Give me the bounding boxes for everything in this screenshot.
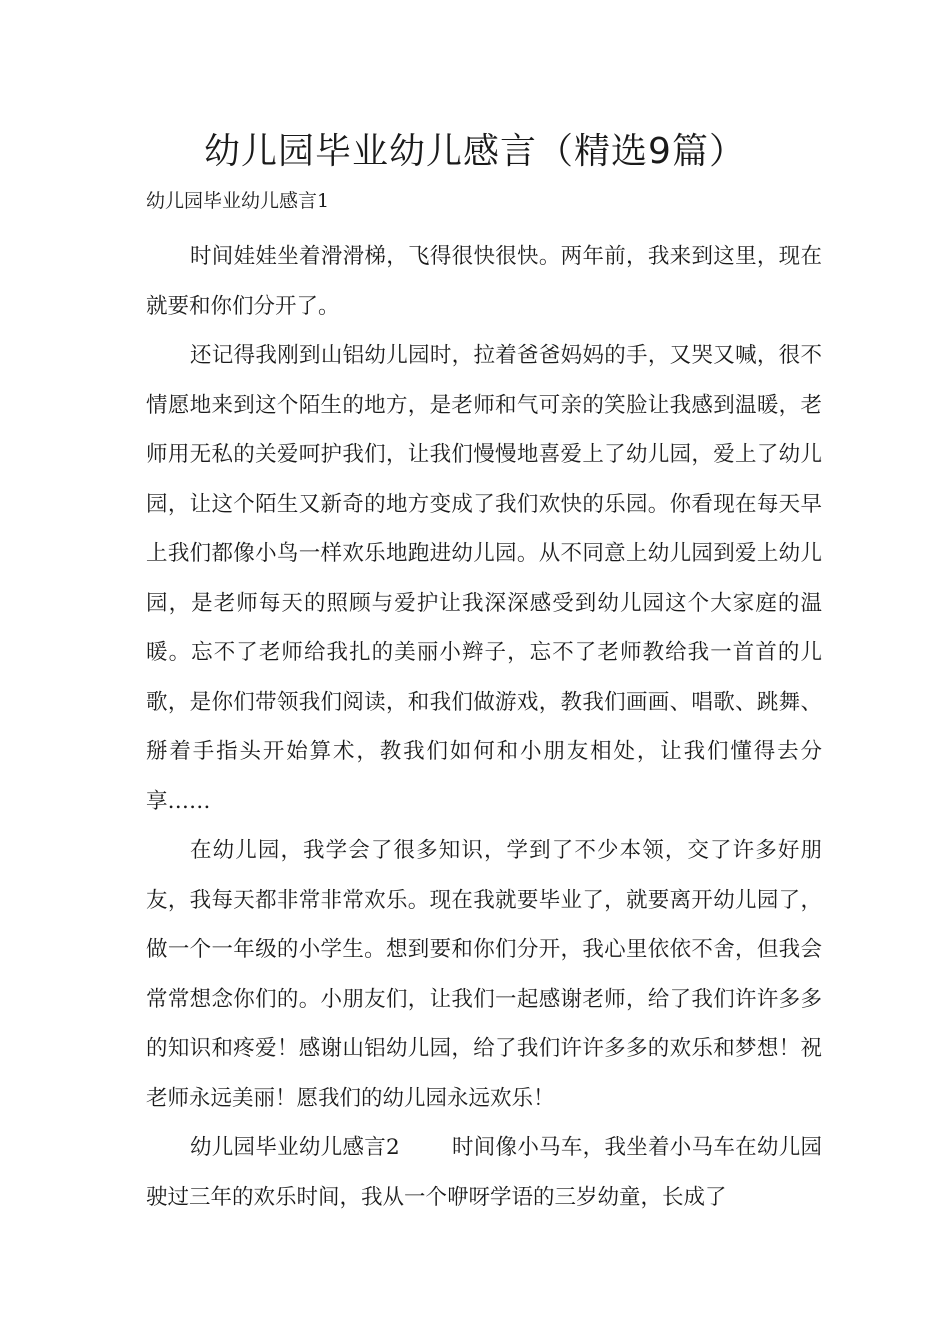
document-title: 幼儿园毕业幼儿感言（精选9篇） [204,131,746,172]
paragraph: 还记得我刚到山铝幼儿园时，拉着爸爸妈妈的手，又哭又喊，很不情愿地来到这个陌生的地方，是老师和气可亲的笑脸让我感到温暖，老师用无私的关爱呵护我们，让我们慢慢地喜爱上了幼儿园，爱上了幼儿园，让这个陌生又新奇的地方变成了我们欢快的乐园。你看现在每天早上我们都像小鸟一样欢乐地跑进幼儿园。从不同意上幼儿园到爱上幼儿园，是老师每天的照顾与爱护让我深深感受到幼儿园这个大家庭的温暖。忘不了老师给我扎的美丽小辫子，忘不了老师教给我一首首的儿歌，是你们带领我们阅读，和我们做游戏，教我们画画、唱歌、跳舞、掰着手指头开始算术，教我们如何和小朋友相处，让我们懂得去分享…… [146,343,822,814]
paragraph [146,1123,822,1222]
document-body [146,232,822,1222]
section2-heading: 幼儿园毕业幼儿感言2 [190,1135,400,1160]
section2-text: 时间像小马车，我坐着小马车在幼儿园驶过三年的欢乐时间，我从一个咿呀学语的三岁幼童，长成了 [146,1135,822,1210]
paragraph: 在幼儿园，我学会了很多知识，学到了不少本领，交了许多好朋友，我每天都非常非常欢乐。现在我就要毕业了，就要离开幼儿园了，做一个一年级的小学生。想到要和你们分开，我心里依依不舍，但我会常常想念你们的。小朋友们，让我们一起感谢老师，给了我们许许多多的知识和疼爱！感谢山铝幼儿园，给了我们许许多多的欢乐和梦想！祝老师永远美丽！愿我们的幼儿园永远欢乐！ [146,838,822,1111]
paragraph: 时间娃娃坐着滑滑梯，飞得很快很快。两年前，我来到这里，现在就要和你们分开了。 [146,244,822,319]
section-heading: 幼儿园毕业幼儿感言1 [146,190,330,212]
